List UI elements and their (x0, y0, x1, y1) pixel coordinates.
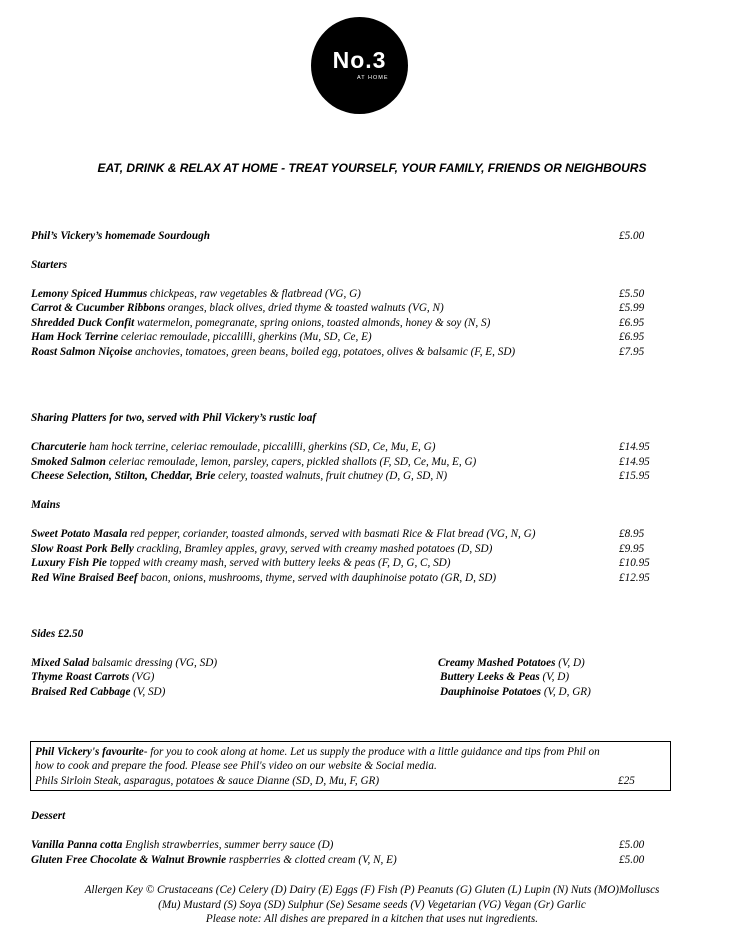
item-desc: anchovies, tomatoes, green beans, boiled egg, potatoes, olives & balsamic (F, E, SD) (132, 346, 516, 358)
item-price: £7.95 (619, 346, 645, 358)
logo-mark: No.3 (332, 47, 387, 73)
item-price: £8.95 (619, 528, 645, 540)
item-price: £14.95 (619, 441, 650, 453)
item-price: £12.95 (619, 572, 650, 584)
allergen-key-line1: Allergen Key © Crustaceans (Ce) Celery (D) Dairy (E) Eggs (F) Fish (P) Peanuts (G) Gluten (L) Lupin (N) Nuts (MO)Molluscs (84, 884, 660, 896)
favourite-intro-text: - for you to cook along at home. Let us supply the produce with a little guidance and tips from Phil on (143, 746, 600, 758)
side-name: Braised Red Cabbage (31, 686, 131, 698)
side-item (438, 656, 585, 671)
side-desc: (V, D, GR) (541, 686, 591, 698)
favourite-dish: Phils Sirloin Steak, asparagus, potatoes & sauce Dianne (SD, D, Mu, F, GR) (35, 775, 380, 787)
tagline: EAT, DRINK & RELAX AT HOME - TREAT YOURSELF, YOUR FAMILY, FRIENDS OR NEIGHBOURS (97, 161, 647, 175)
item-desc: ham hock terrine, celeriac remoulade, piccalilli, gherkins (SD, Ce, Mu, E, G) (86, 441, 436, 453)
item-desc: oranges, black olives, dried thyme & toasted walnuts (VG, N) (164, 302, 444, 314)
logo-subtitle: AT HOME (357, 75, 389, 81)
menu-item (31, 571, 496, 586)
item-name: Ham Hock Terrine (31, 331, 119, 343)
starters-heading: Starters (31, 259, 68, 271)
item-desc: red pepper, coriander, toasted almonds, served with basmati Rice & Flat bread (VG, N, G) (127, 528, 536, 540)
item-desc: topped with creamy mash, served with buttery leeks & peas (F, D, G, C, SD) (106, 557, 451, 569)
item-desc: bacon, onions, mushrooms, thyme, served with dauphinoise potato (GR, D, SD) (137, 572, 497, 584)
mains-heading: Mains (31, 499, 61, 511)
item-desc: English strawberries, summer berry sauce (D) (122, 839, 334, 851)
side-desc: (V, SD) (130, 686, 166, 698)
item-price: £5.50 (619, 288, 645, 300)
item-name: Gluten Free Chocolate & Walnut Brownie (31, 854, 227, 866)
item-name: Shredded Duck Confit (31, 317, 135, 329)
item-name: Vanilla Panna cotta (31, 839, 123, 851)
menu-item (31, 345, 515, 360)
item-name: Charcuterie (31, 441, 87, 453)
favourite-title: Phil Vickery's favourite (35, 746, 144, 758)
menu-item (31, 316, 490, 331)
sides-heading: Sides £2.50 (31, 628, 84, 640)
menu-item (31, 455, 476, 470)
item-price: £5.99 (619, 302, 645, 314)
side-name: Buttery Leeks & Peas (440, 671, 540, 683)
menu-item (31, 301, 444, 316)
bread-item: Phil’s Vickery’s homemade Sourdough (31, 230, 210, 242)
menu-item (31, 440, 435, 455)
side-desc: balsamic dressing (VG, SD) (89, 657, 218, 669)
menu-item (31, 287, 361, 302)
menu-item (31, 838, 333, 853)
item-price: £6.95 (619, 331, 645, 343)
item-price: £10.95 (619, 557, 650, 569)
item-price: £14.95 (619, 456, 650, 468)
side-item (440, 670, 569, 685)
nut-note: Please note: All dishes are prepared in a kitchen that uses nut ingredients. (205, 913, 539, 925)
item-desc: raspberries & clotted cream (V, N, E) (226, 854, 397, 866)
side-desc: (VG) (129, 671, 155, 683)
item-name: Sweet Potato Masala (31, 528, 128, 540)
side-name: Dauphinoise Potatoes (440, 686, 542, 698)
item-name: Carrot & Cucumber Ribbons (31, 302, 165, 314)
dessert-heading: Dessert (31, 810, 66, 822)
item-price: £5.00 (619, 839, 645, 851)
item-desc: crackling, Bramley apples, gravy, served with creamy mashed potatoes (D, SD) (133, 543, 493, 555)
menu-item (31, 330, 372, 345)
item-price: £6.95 (619, 317, 645, 329)
item-name: Luxury Fish Pie (31, 557, 107, 569)
bread-price: £5.00 (619, 230, 645, 242)
menu-item (31, 527, 535, 542)
menu-item (31, 542, 492, 557)
favourite-price: £25 (618, 775, 635, 787)
side-item (31, 670, 154, 685)
item-desc: celeriac remoulade, piccalilli, gherkins (Mu, SD, Ce, E) (118, 331, 372, 343)
side-desc: (V, D) (555, 657, 585, 669)
item-name: Red Wine Braised Beef (31, 572, 138, 584)
sharing-heading: Sharing Platters for two, served with Phil Vickery’s rustic loaf (31, 412, 317, 424)
item-name: Smoked Salmon (31, 456, 106, 468)
favourite-box (30, 741, 671, 791)
allergen-key-line2: (Mu) Mustard (S) Soya (SD) Sulphur (Se) Sesame seeds (V) Vegetarian (VG) Vegan (Gr) Garlic (158, 899, 586, 911)
side-item (440, 685, 591, 700)
menu-item (31, 556, 451, 571)
favourite-intro (35, 745, 600, 760)
item-desc: watermelon, pomegranate, spring onions, toasted almonds, honey & soy (N, S) (134, 317, 491, 329)
side-item (31, 685, 165, 700)
item-price: £5.00 (619, 854, 645, 866)
item-name: Lemony Spiced Hummus (31, 288, 148, 300)
menu-item (31, 469, 447, 484)
item-price: £9.95 (619, 543, 645, 555)
side-name: Mixed Salad (31, 657, 90, 669)
logo (311, 17, 408, 114)
favourite-line2: how to cook and prepare the food. Please see Phil's video on our website & Social media. (35, 760, 437, 772)
item-name: Cheese Selection, Stilton, Cheddar, Brie (31, 470, 216, 482)
item-name: Roast Salmon Niçoise (31, 346, 133, 358)
menu-item (31, 853, 397, 868)
side-item (31, 656, 217, 671)
side-desc: (V, D) (539, 671, 570, 683)
side-name: Creamy Mashed Potatoes (438, 657, 556, 669)
item-desc: celeriac remoulade, lemon, parsley, capers, pickled shallots (F, SD, Ce, Mu, E, G) (105, 456, 477, 468)
side-name: Thyme Roast Carrots (31, 671, 130, 683)
item-price: £15.95 (619, 470, 650, 482)
item-desc: chickpeas, raw vegetables & flatbread (VG, G) (147, 288, 361, 300)
item-desc: celery, toasted walnuts, fruit chutney (D, G, SD, N) (215, 470, 448, 482)
item-name: Slow Roast Pork Belly (31, 543, 134, 555)
